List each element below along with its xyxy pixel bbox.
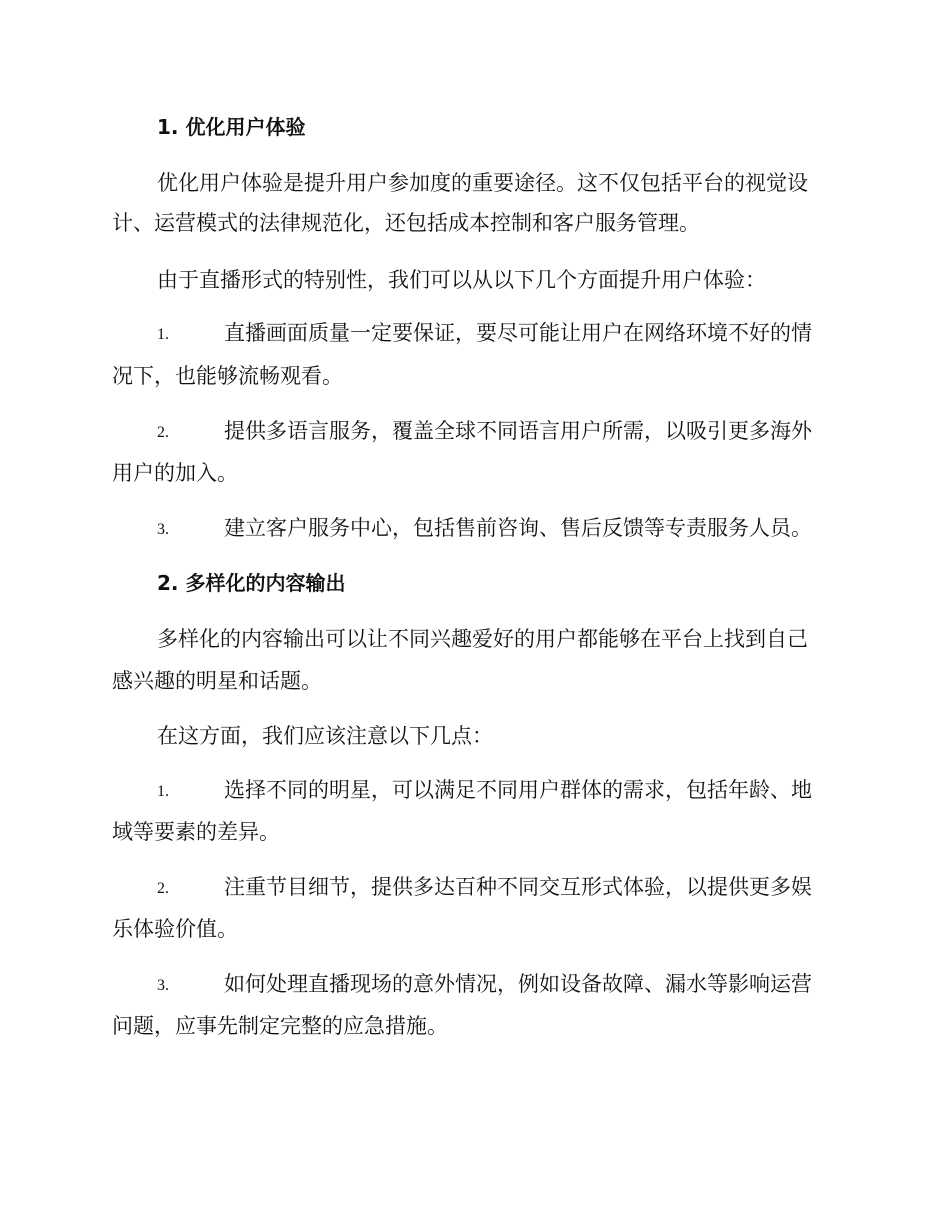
list-number: 1. bbox=[157, 326, 169, 343]
section-heading: 2. 多样化的内容输出 bbox=[157, 571, 346, 595]
list-number: 2. bbox=[157, 424, 169, 441]
list-number: 2. bbox=[157, 880, 169, 897]
paragraph-line: 在这方面，我们应该注意以下几点： bbox=[157, 724, 493, 748]
list-number: 3. bbox=[157, 977, 169, 994]
paragraph-line: 优化用户体验是提升用户参加度的重要途径。这不仅包括平台的视觉设 bbox=[157, 171, 808, 195]
list-item-line: 建立客户服务中心，包括售前咨询、售后反馈等专责服务人员。 bbox=[224, 516, 812, 540]
paragraph-line: 计、运营模式的法律规范化，还包括成本控制和客户服务管理。 bbox=[112, 211, 700, 235]
list-item-line: 乐体验价值。 bbox=[112, 917, 238, 941]
list-number: 1. bbox=[157, 783, 169, 800]
list-item-line: 况下，也能够流畅观看。 bbox=[112, 364, 343, 388]
list-item-line: 域等要素的差异。 bbox=[112, 820, 280, 844]
paragraph-line: 由于直播形式的特别性，我们可以从以下几个方面提升用户体验： bbox=[157, 268, 766, 292]
list-item-line: 提供多语言服务，覆盖全球不同语言用户所需，以吸引更多海外 bbox=[224, 419, 812, 443]
list-item-line: 选择不同的明星，可以满足不同用户群体的需求，包括年龄、地 bbox=[224, 778, 812, 802]
list-item-line: 注重节目细节，提供多达百种不同交互形式体验，以提供更多娱 bbox=[224, 875, 812, 899]
list-item-line: 用户的加入。 bbox=[112, 461, 238, 485]
list-item-line: 问题，应事先制定完整的应急措施。 bbox=[112, 1014, 448, 1038]
list-item-line: 直播画面质量一定要保证，要尽可能让用户在网络环境不好的情 bbox=[224, 321, 812, 345]
paragraph-line: 感兴趣的明星和话题。 bbox=[112, 669, 322, 693]
list-item-line: 如何处理直播现场的意外情况，例如设备故障、漏水等影响运营 bbox=[224, 972, 812, 996]
list-number: 3. bbox=[157, 521, 169, 538]
paragraph-line: 多样化的内容输出可以让不同兴趣爱好的用户都能够在平台上找到自己 bbox=[157, 627, 808, 651]
section-heading: 1. 优化用户体验 bbox=[157, 115, 306, 139]
